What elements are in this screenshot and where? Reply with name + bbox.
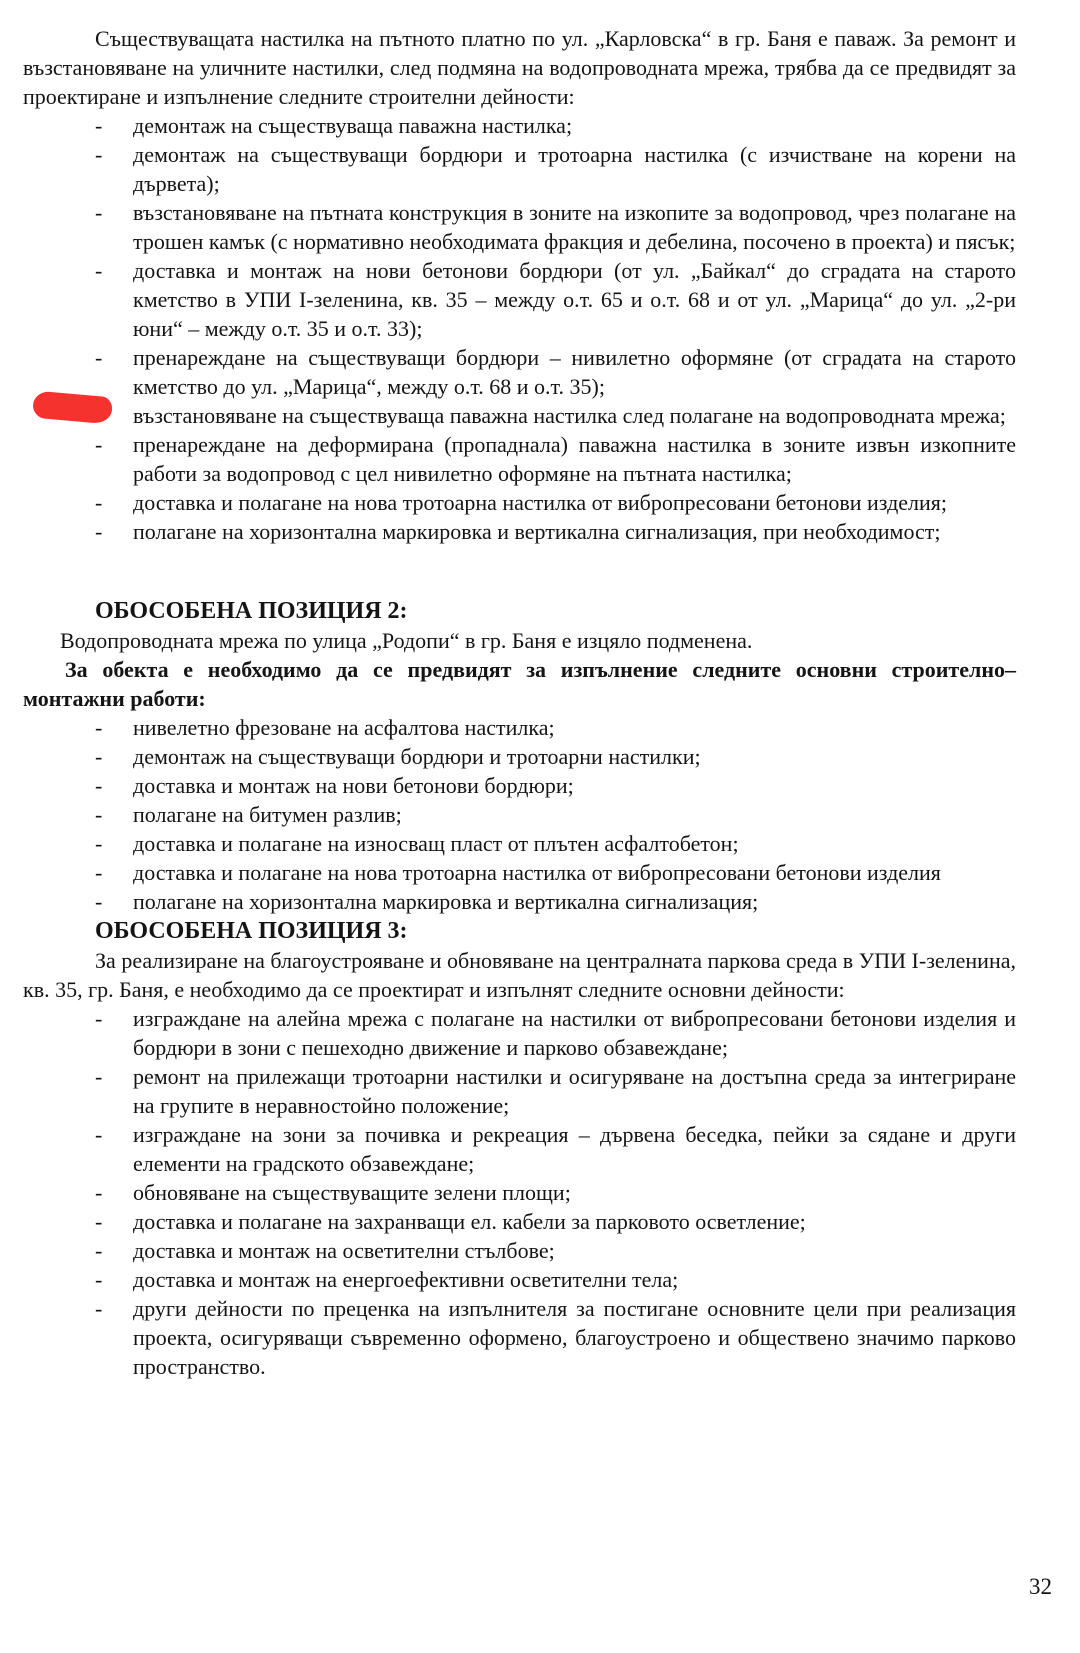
list-item [23,800,1016,829]
bullet-dash: - [95,715,103,740]
list-item [23,343,1016,401]
bullet-dash: - [95,744,103,769]
bullet-dash: - [95,519,103,544]
bullet-dash: - [95,142,103,167]
list-item-text: нивелетно фрезоване на асфалтова настилка; [133,715,555,740]
list-item-text: пренареждане на деформирана (пропаднала) паважна настилка в зоните извън изкопните работи за водопровод с цел нивилетно оформяне на пътната настилка; [133,432,1016,486]
list-item-text: доставка и монтаж на нови бетонови бордюри (от ул. „Байкал“ до сградата на старото кметство в УПИ I-зеленина, кв. 35 – между о.т. 65 и о.т. 68 и от ул. „Марица“ до ул. „2-ри юни“ – между о.т. 35 и о.т. 33); [133,258,1016,341]
list-item-text: възстановяване на съществуваща паважна настилка след полагане на водопроводната мрежа; [133,403,1006,428]
list-item [23,771,1016,800]
section3-intro-paragraph: За реализиране на благоустрояване и обновяване на централната паркова среда в УПИ I-зеленина, кв. 35, гр. Баня, е необходимо да се проектират и изпълнят следните основни дейности: [23,948,1016,1002]
section1-intro-paragraph: Съществуващата настилка на пътното платно по ул. „Карловска“ в гр. Баня е паваж. За ремонт и възстановяване на уличните настилки, след подмяна на водопроводната мрежа, трябва да се предвидят за проектиране и изпълнение следните строителни дейности: [23,26,1016,109]
bullet-dash: - [95,1238,103,1263]
bullet-dash: - [95,1296,103,1321]
bullet-dash: - [95,1122,103,1147]
list-item-text: други дейности по преценка на изпълнителя за постигане основните цели при реализация проекта, осигуряващи съвременно оформено, благоустроено и обществено значимо парково пространство. [133,1296,1016,1379]
bullet-dash: - [95,1209,103,1234]
list-item-text: пренареждане на съществуващи бордюри – нивилетно оформяне (от сградата на старото кметство до ул. „Марица“, между о.т. 68 и о.т. 35); [133,345,1016,399]
list-item-text: доставка и полагане на износващ пласт от плътен асфалтобетон; [133,831,739,856]
list-item [23,1178,1016,1207]
bullet-dash: - [95,258,103,283]
list-item [23,887,1016,916]
list-item [23,1236,1016,1265]
bullet-dash: - [95,1006,103,1031]
bullet-dash: - [95,345,103,370]
list-item [23,111,1016,140]
list-item-text: полагане на хоризонтална маркировка и вертикална сигнализация; [133,889,759,914]
list-item [23,1120,1016,1178]
list-item-text: изграждане на зони за почивка и рекреация – дървена беседка, пейки за сядане и други елементи на градското обзавеждане; [133,1122,1016,1176]
list-item [23,401,1016,430]
list-item [23,198,1016,256]
section2-bullet-list [23,713,1016,916]
section2-intro-paragraph: Водопроводната мрежа по улица „Родопи“ в гр. Баня е изцяло подменена. [60,628,753,653]
list-item [23,742,1016,771]
bullet-dash: - [95,432,103,457]
list-item-text: доставка и полагане на нова тротоарна настилка от вибропресовани бетонови изделия; [133,490,948,515]
bullet-dash: - [95,860,103,885]
list-item-text: доставка и монтаж на осветителни стълбове; [133,1238,555,1263]
list-item [23,1207,1016,1236]
section-position-2 [23,596,1016,916]
list-item-text: демонтаж на съществуващи бордюри и тротоарна настилка (с изчистване на корени на дървета); [133,142,1016,196]
list-item [23,256,1016,343]
list-item-text: доставка и монтаж на енергоефективни осветителни тела; [133,1267,679,1292]
list-item-text: демонтаж на съществуващи бордюри и тротоарни настилки; [133,744,701,769]
section3-bullet-list [23,1004,1016,1381]
section2-bold-intro-paragraph: За обекта е необходимо да се предвидят за изпълнение следните основни строително–монтажни работи: [23,657,1016,711]
list-item-text: демонтаж на съществуваща паважна настилка; [133,113,573,138]
list-item-text: доставка и полагане на захранващи ел. кабели за парковото осветление; [133,1209,806,1234]
list-item [23,858,1016,887]
list-item-text: доставка и полагане на нова тротоарна настилка от вибропресовани бетонови изделия [133,860,941,885]
bullet-dash: - [95,1267,103,1292]
page-number: 32 [1029,1574,1052,1599]
list-item-text: възстановяване на пътната конструкция в зоните на изкопите за водопровод, чрез полагане на трошен камък (с нормативно необходимата фракция и дебелина, посочено в проекта) и пясък; [133,200,1016,254]
list-item-text: доставка и монтаж на нови бетонови бордюри; [133,773,574,798]
list-item-text: ремонт на прилежащи тротоарни настилки и осигуряване на достъпна среда за интегриране на групите в неравностойно положение; [133,1064,1016,1118]
list-item [23,1004,1016,1062]
list-item-text: изграждане на алейна мрежа с полагане на настилки от вибропресовани бетонови изделия и бордюри в зони с пешеходно движение и парково обзавеждане; [133,1006,1016,1060]
list-item [23,1294,1016,1381]
bullet-dash: - [95,1180,103,1205]
bullet-dash: - [95,802,103,827]
bullet-dash: - [95,113,103,138]
section-gap [23,546,1016,596]
list-item [23,488,1016,517]
bullet-dash: - [95,490,103,515]
list-item [23,1265,1016,1294]
bullet-dash: - [95,773,103,798]
list-item [23,517,1016,546]
bullet-dash: - [95,889,103,914]
section3-heading: ОБОСОБЕНА ПОЗИЦИЯ 3: [95,918,408,944]
bullet-dash: - [95,831,103,856]
list-item-text: полагане на битумен разлив; [133,802,402,827]
list-item [23,430,1016,488]
section1-bullet-list [23,111,1016,546]
list-item-text: полагане на хоризонтална маркировка и вертикална сигнализация, при необходимост; [133,519,941,544]
list-item [23,1062,1016,1120]
bullet-dash: - [95,1064,103,1089]
list-item [23,829,1016,858]
section2-heading: ОБОСОБЕНА ПОЗИЦИЯ 2: [95,598,408,624]
list-item [23,140,1016,198]
section-position-1 [23,24,1016,546]
list-item [23,713,1016,742]
list-item-text: обновяване на съществуващите зелени площи; [133,1180,571,1205]
bullet-dash: - [95,200,103,225]
section-position-3 [23,916,1016,1381]
